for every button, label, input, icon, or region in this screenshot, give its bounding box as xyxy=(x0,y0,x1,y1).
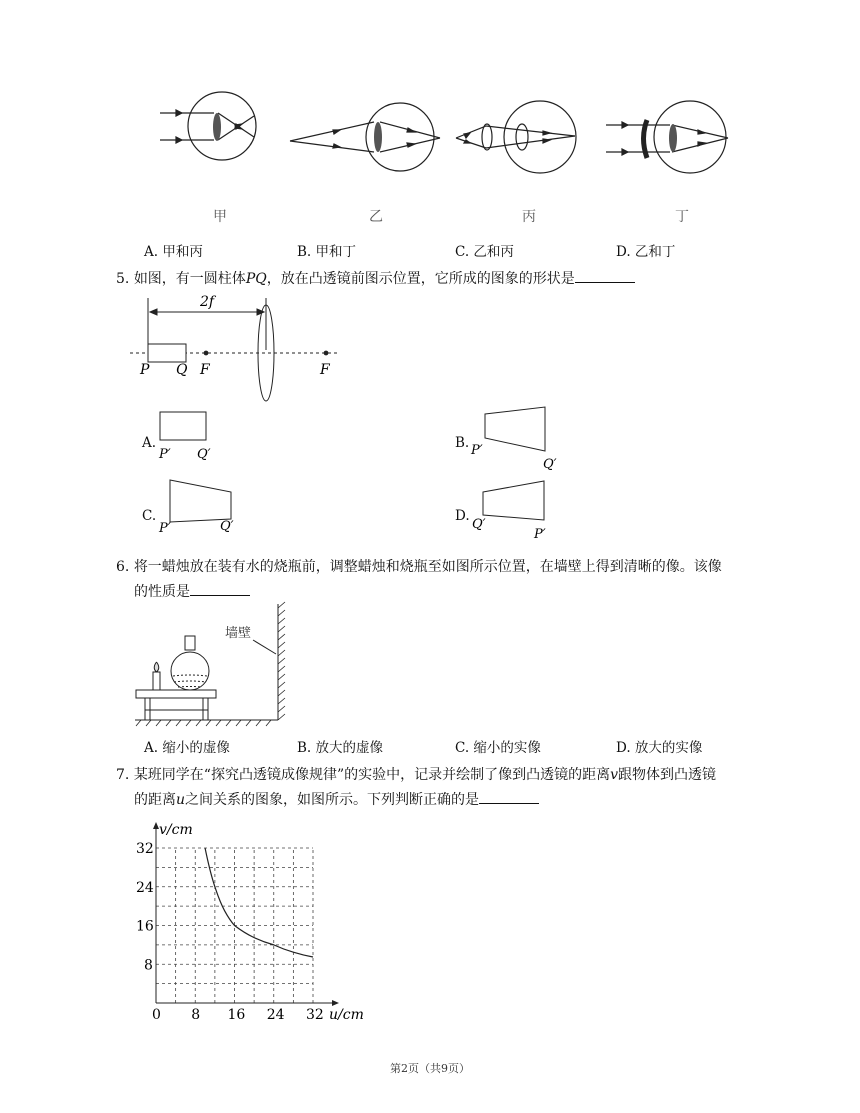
wall-label: 墙壁 xyxy=(225,626,252,641)
eye-label-bing: 丙 xyxy=(522,209,536,225)
q5-d-right: P′ xyxy=(534,527,546,542)
q5-lens-figure xyxy=(130,290,350,405)
q7-stem xyxy=(116,763,761,813)
page-footer: 第2页（共9页） xyxy=(390,1062,470,1075)
q5-var-pq: PQ xyxy=(245,271,267,287)
q5-answer-blank[interactable] xyxy=(575,268,635,283)
x-axis-label: u/cm xyxy=(329,1007,364,1023)
f-right-label: F xyxy=(320,362,330,378)
q5-d-left: Q′ xyxy=(472,517,486,532)
two-f-label: 2f xyxy=(200,294,215,310)
q5-option-d-letter[interactable]: D. xyxy=(455,508,470,524)
eye-yi xyxy=(290,103,440,171)
eye-label-ding: 丁 xyxy=(675,209,689,225)
q7-number: 7. xyxy=(116,767,130,783)
q5-b-right: Q′ xyxy=(543,457,557,472)
eye-jia xyxy=(160,92,256,160)
q5-b-left: P′ xyxy=(471,443,483,458)
eye-diagrams xyxy=(150,90,740,235)
x-tick-label: 8 xyxy=(191,1007,201,1023)
q5-a-left: P′ xyxy=(159,447,171,462)
y-tick-label: 32 xyxy=(136,841,154,857)
q6-number: 6. xyxy=(116,559,130,575)
uv-chart xyxy=(130,815,370,1030)
q5-a-right: Q′ xyxy=(197,447,211,462)
eye-label-jia: 甲 xyxy=(213,209,227,225)
q-label: Q xyxy=(176,362,188,378)
q6-option-c[interactable]: C. 缩小的实像 xyxy=(455,740,541,756)
y-tick-label: 24 xyxy=(136,879,154,896)
q7-var-u: u xyxy=(176,792,186,808)
q5-option-a-letter[interactable]: A. xyxy=(142,435,157,451)
y-axis-label: v/cm xyxy=(159,822,193,838)
q5-number: 5. xyxy=(116,271,130,287)
q5-stem xyxy=(116,267,761,292)
q6-stem-line1: 将一蜡烛放在装有水的烧瓶前，调整蜡烛和烧瓶至如图所示位置，在墙壁上得到清晰的像。该像 xyxy=(133,559,722,575)
q7-stem-line2-a: 的距离 xyxy=(134,792,176,808)
q5-option-a-shape[interactable] xyxy=(155,405,225,465)
x-axis-arrow xyxy=(332,1000,339,1006)
p-label: P xyxy=(140,362,150,378)
q5-option-b-letter[interactable]: B. xyxy=(455,435,470,451)
y-tick-label: 8 xyxy=(144,957,153,974)
q4-option-b[interactable]: B. 甲和丁 xyxy=(297,244,357,260)
uv-curve xyxy=(205,848,313,957)
x-tick-label: 0 xyxy=(152,1007,161,1023)
q4-option-d[interactable]: D. 乙和丁 xyxy=(616,244,676,260)
y-tick-label: 16 xyxy=(136,918,154,935)
q5-c-right: Q′ xyxy=(220,519,234,534)
q5-stem-prefix: 如图，有一圆柱体 xyxy=(133,271,246,287)
x-tick-label: 32 xyxy=(306,1007,324,1023)
q4-option-a[interactable]: A. 甲和丙 xyxy=(144,244,203,260)
eye-ding xyxy=(606,101,728,173)
x-tick-label: 24 xyxy=(266,1007,285,1023)
x-tick-label: 16 xyxy=(227,1007,246,1023)
q7-stem-line2-b: 之间关系的图象，如图所示。下列判断正确的是 xyxy=(185,792,480,808)
q4-option-c[interactable]: C. 乙和丙 xyxy=(455,244,514,260)
q5-c-left: P′ xyxy=(159,521,171,534)
q7-var-v: v xyxy=(610,767,619,783)
q5-option-c-shape[interactable] xyxy=(155,474,255,534)
q6-option-b[interactable]: B. 放大的虚像 xyxy=(297,740,384,756)
q7-stem-line1-b: 跟物体到凸透镜 xyxy=(618,767,717,783)
q6-candle-flask-figure xyxy=(133,600,298,730)
q6-option-a[interactable]: A. 缩小的虚像 xyxy=(144,740,230,756)
q6-stem xyxy=(116,555,761,605)
q6-stem-line2: 的性质是 xyxy=(134,584,190,600)
q6-option-d[interactable]: D. 放大的实像 xyxy=(616,740,703,756)
q5-stem-suffix: ，放在凸透镜前图示位置，它所成的图象的形状是 xyxy=(266,271,575,287)
q7-answer-blank[interactable] xyxy=(479,789,539,804)
q7-stem-line1-a: 某班同学在“探究凸透镜成像规律”的实验中，记录并绘制了像到凸透镜的距离 xyxy=(133,767,611,783)
eye-label-yi: 乙 xyxy=(369,209,383,225)
f-left-label: F xyxy=(200,362,210,378)
q5-option-c-letter[interactable]: C. xyxy=(142,508,157,524)
q5-option-d-shape[interactable] xyxy=(468,474,568,544)
q6-answer-blank[interactable] xyxy=(190,581,250,596)
eye-bing xyxy=(456,101,576,173)
q5-option-b-shape[interactable] xyxy=(468,400,568,475)
